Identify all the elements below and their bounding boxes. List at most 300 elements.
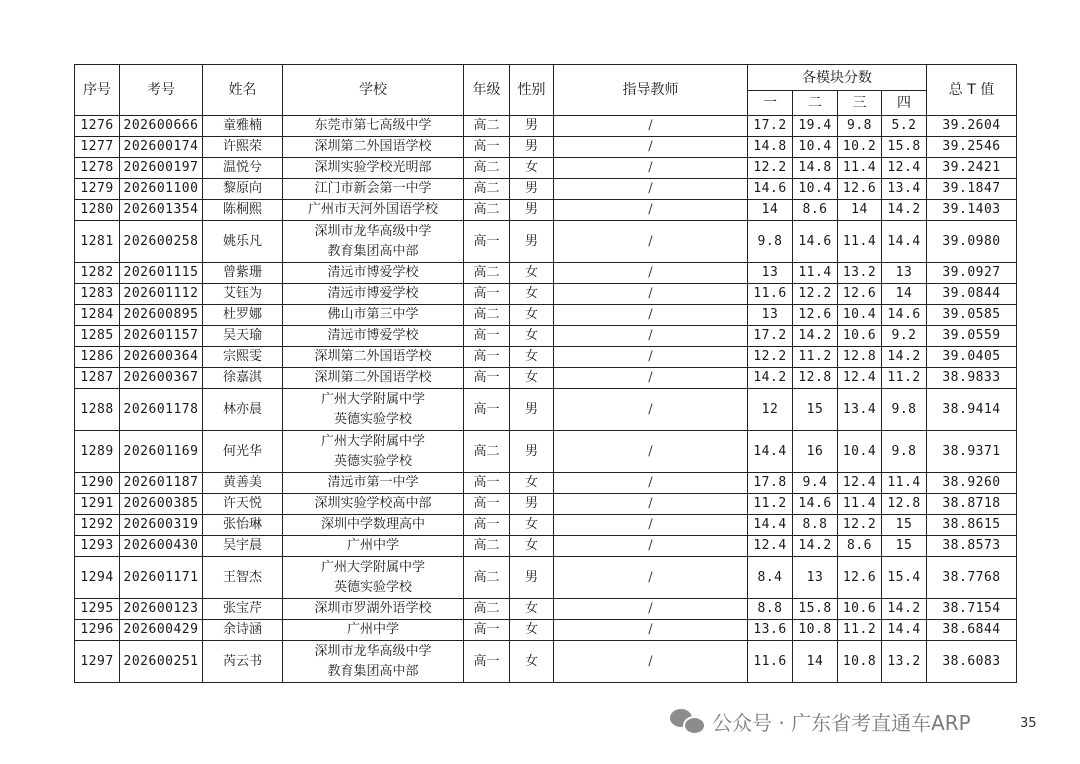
cell-total: 38.9260: [927, 473, 1017, 494]
cell-teacher: /: [554, 473, 748, 494]
cell-teacher: /: [554, 557, 748, 599]
cell-exam-no: 202601178: [120, 389, 203, 431]
school-line: 深圳第二外国语学校: [314, 349, 432, 364]
cell-total: 38.9371: [927, 431, 1017, 473]
cell-gender: 男: [510, 494, 554, 515]
cell-school: [283, 284, 464, 305]
cell-module-4: 11.4: [882, 473, 927, 494]
cell-teacher: /: [554, 326, 748, 347]
cell-teacher: /: [554, 137, 748, 158]
school-line: 广州大学附属中学: [320, 433, 425, 449]
cell-module-2: 12.6: [793, 305, 838, 326]
cell-school: [283, 368, 464, 389]
cell-module-4: 13.4: [882, 179, 927, 200]
cell-exam-no: 202600430: [120, 536, 203, 557]
cell-school: [283, 179, 464, 200]
cell-module-2: 16: [793, 431, 838, 473]
cell-exam-no: 202600258: [120, 221, 203, 263]
cell-name: 余诗涵: [203, 620, 283, 641]
cell-total: 38.6844: [927, 620, 1017, 641]
header-row: [75, 65, 1017, 91]
cell-module-2: 14: [793, 641, 838, 683]
cell-module-1: 14.6: [748, 179, 793, 200]
school-line: 教育集团高中部: [327, 243, 419, 259]
cell-name: 杜罗娜: [203, 305, 283, 326]
cell-school: [283, 599, 464, 620]
cell-exam-no: 202600123: [120, 599, 203, 620]
cell-exam-no: 202601354: [120, 200, 203, 221]
cell-module-1: 14.4: [748, 431, 793, 473]
cell-exam-no: 202600895: [120, 305, 203, 326]
watermark: [670, 706, 971, 736]
cell-exam-no: 202600367: [120, 368, 203, 389]
school-line: 深圳市龙华高级中学: [314, 643, 432, 659]
table-row: [75, 494, 1017, 515]
cell-module-1: 8.4: [748, 557, 793, 599]
cell-seq: 1288: [75, 389, 120, 431]
header-teacher: 指导教师: [554, 65, 748, 116]
cell-school: [283, 494, 464, 515]
cell-grade: 高二: [464, 431, 510, 473]
header-gender: 性别: [510, 65, 554, 116]
cell-gender: 女: [510, 515, 554, 536]
school-line: 英德实验学校: [333, 453, 412, 469]
cell-seq: 1292: [75, 515, 120, 536]
table-body: [75, 116, 1017, 683]
cell-module-3: 12.8: [838, 347, 882, 368]
cell-module-4: 14.6: [882, 305, 927, 326]
cell-total: 38.6083: [927, 641, 1017, 683]
cell-module-1: 11.2: [748, 494, 793, 515]
cell-module-3: 10.8: [838, 641, 882, 683]
table-row: [75, 557, 1017, 599]
cell-teacher: /: [554, 641, 748, 683]
cell-seq: 1291: [75, 494, 120, 515]
cell-gender: 女: [510, 620, 554, 641]
cell-module-3: 10.2: [838, 137, 882, 158]
cell-module-3: 12.4: [838, 368, 882, 389]
school-line: 广州中学: [346, 622, 399, 637]
cell-module-4: 15.4: [882, 557, 927, 599]
cell-module-3: 8.6: [838, 536, 882, 557]
cell-gender: 男: [510, 179, 554, 200]
cell-teacher: /: [554, 263, 748, 284]
cell-module-1: 8.8: [748, 599, 793, 620]
cell-module-2: 12.2: [793, 284, 838, 305]
cell-module-1: 12.2: [748, 347, 793, 368]
cell-gender: 女: [510, 326, 554, 347]
cell-name: 王智杰: [203, 557, 283, 599]
cell-seq: 1294: [75, 557, 120, 599]
cell-teacher: /: [554, 347, 748, 368]
cell-exam-no: 202600197: [120, 158, 203, 179]
cell-module-4: 9.8: [882, 389, 927, 431]
cell-module-1: 17.2: [748, 116, 793, 137]
cell-module-4: 15: [882, 536, 927, 557]
cell-school: [283, 473, 464, 494]
school-line: 清远市博爱学校: [327, 265, 419, 280]
cell-grade: 高二: [464, 116, 510, 137]
cell-seq: 1276: [75, 116, 120, 137]
cell-grade: 高二: [464, 536, 510, 557]
cell-gender: 女: [510, 641, 554, 683]
header-module-3: 三: [838, 91, 882, 116]
cell-exam-no: 202601169: [120, 431, 203, 473]
cell-name: 林亦晨: [203, 389, 283, 431]
cell-school: [283, 557, 464, 599]
cell-grade: 高二: [464, 263, 510, 284]
cell-total: 39.1847: [927, 179, 1017, 200]
cell-teacher: /: [554, 494, 748, 515]
cell-exam-no: 202600385: [120, 494, 203, 515]
school-line: 清远市博爱学校: [327, 286, 419, 301]
school-line: 清远市第一中学: [327, 475, 419, 490]
cell-module-1: 14.4: [748, 515, 793, 536]
cell-grade: 高一: [464, 221, 510, 263]
cell-total: 39.2604: [927, 116, 1017, 137]
table-row: [75, 536, 1017, 557]
table-row: [75, 641, 1017, 683]
cell-gender: 男: [510, 431, 554, 473]
cell-module-2: 14.2: [793, 326, 838, 347]
table-row: [75, 515, 1017, 536]
cell-grade: 高二: [464, 200, 510, 221]
watermark-text: 公众号 · 广东省考直通车ARP: [712, 710, 971, 735]
cell-seq: 1279: [75, 179, 120, 200]
cell-school: [283, 263, 464, 284]
cell-teacher: /: [554, 599, 748, 620]
cell-grade: 高一: [464, 326, 510, 347]
cell-school: [283, 620, 464, 641]
cell-total: 38.8718: [927, 494, 1017, 515]
table-row: [75, 368, 1017, 389]
cell-name: 宗熙雯: [203, 347, 283, 368]
cell-seq: 1289: [75, 431, 120, 473]
school-line: 英德实验学校: [333, 411, 412, 427]
cell-module-1: 12: [748, 389, 793, 431]
cell-gender: 女: [510, 347, 554, 368]
cell-school: [283, 158, 464, 179]
school-line: 教育集团高中部: [327, 663, 419, 679]
cell-gender: 女: [510, 263, 554, 284]
cell-grade: 高一: [464, 641, 510, 683]
cell-school: [283, 536, 464, 557]
cell-exam-no: 202600319: [120, 515, 203, 536]
cell-total: 38.7768: [927, 557, 1017, 599]
cell-module-4: 15: [882, 515, 927, 536]
cell-school: [283, 305, 464, 326]
header-name: 姓名: [203, 65, 283, 116]
cell-school: [283, 326, 464, 347]
cell-module-4: 12.4: [882, 158, 927, 179]
cell-grade: 高一: [464, 515, 510, 536]
cell-total: 39.0844: [927, 284, 1017, 305]
school-line: 广州市天河外国语学校: [307, 202, 438, 217]
school-line: 广州中学: [346, 538, 399, 553]
header-module-1: 一: [748, 91, 793, 116]
cell-teacher: /: [554, 536, 748, 557]
cell-module-4: 12.8: [882, 494, 927, 515]
cell-seq: 1285: [75, 326, 120, 347]
cell-grade: 高一: [464, 347, 510, 368]
cell-module-2: 14.6: [793, 221, 838, 263]
cell-seq: 1295: [75, 599, 120, 620]
cell-grade: 高二: [464, 599, 510, 620]
cell-module-4: 14: [882, 284, 927, 305]
cell-exam-no: 202601187: [120, 473, 203, 494]
cell-grade: 高一: [464, 137, 510, 158]
cell-module-3: 10.6: [838, 326, 882, 347]
table-row: [75, 179, 1017, 200]
cell-seq: 1281: [75, 221, 120, 263]
cell-exam-no: 202600251: [120, 641, 203, 683]
table-row: [75, 347, 1017, 368]
score-table: [74, 64, 1017, 683]
cell-module-1: 14.2: [748, 368, 793, 389]
table-row: [75, 200, 1017, 221]
cell-module-4: 5.2: [882, 116, 927, 137]
cell-exam-no: 202600174: [120, 137, 203, 158]
header-seq: 序号: [75, 65, 120, 116]
cell-module-1: 12.4: [748, 536, 793, 557]
table-row: [75, 389, 1017, 431]
cell-module-4: 14.2: [882, 200, 927, 221]
cell-seq: 1278: [75, 158, 120, 179]
cell-module-2: 14.8: [793, 158, 838, 179]
table-row: [75, 305, 1017, 326]
cell-seq: 1290: [75, 473, 120, 494]
cell-grade: 高二: [464, 305, 510, 326]
cell-teacher: /: [554, 158, 748, 179]
cell-module-4: 13: [882, 263, 927, 284]
cell-module-1: 13: [748, 263, 793, 284]
cell-school: [283, 641, 464, 683]
school-line: 深圳第二外国语学校: [314, 139, 432, 154]
table-row: [75, 431, 1017, 473]
school-line: 东莞市第七高级中学: [314, 118, 432, 133]
cell-name: 徐嘉淇: [203, 368, 283, 389]
table-row: [75, 473, 1017, 494]
cell-grade: 高二: [464, 158, 510, 179]
cell-module-1: 11.6: [748, 641, 793, 683]
cell-teacher: /: [554, 200, 748, 221]
cell-teacher: /: [554, 431, 748, 473]
cell-module-1: 14.8: [748, 137, 793, 158]
cell-module-1: 17.2: [748, 326, 793, 347]
school-line: 深圳市龙华高级中学: [314, 223, 432, 239]
cell-seq: 1297: [75, 641, 120, 683]
header-modules: 各模块分数: [748, 65, 927, 91]
cell-teacher: /: [554, 221, 748, 263]
header-module-4: 四: [882, 91, 927, 116]
cell-module-3: 12.6: [838, 284, 882, 305]
cell-seq: 1277: [75, 137, 120, 158]
cell-total: 39.2421: [927, 158, 1017, 179]
table-row: [75, 263, 1017, 284]
cell-total: 39.1403: [927, 200, 1017, 221]
score-sheet: [74, 64, 1016, 683]
cell-exam-no: 202601115: [120, 263, 203, 284]
cell-grade: 高一: [464, 368, 510, 389]
cell-teacher: /: [554, 116, 748, 137]
cell-module-1: 13.6: [748, 620, 793, 641]
cell-teacher: /: [554, 179, 748, 200]
cell-module-2: 10.4: [793, 179, 838, 200]
cell-module-4: 14.2: [882, 599, 927, 620]
cell-module-2: 10.4: [793, 137, 838, 158]
header-total: 总 T 值: [927, 65, 1017, 116]
cell-school: [283, 431, 464, 473]
cell-module-2: 9.4: [793, 473, 838, 494]
table-row: [75, 158, 1017, 179]
cell-module-1: 9.8: [748, 221, 793, 263]
cell-module-2: 13: [793, 557, 838, 599]
school-line: 清远市博爱学校: [327, 328, 419, 343]
cell-exam-no: 202600364: [120, 347, 203, 368]
cell-gender: 男: [510, 116, 554, 137]
cell-module-4: 14.4: [882, 221, 927, 263]
cell-module-4: 15.8: [882, 137, 927, 158]
cell-module-2: 15: [793, 389, 838, 431]
school-line: 英德实验学校: [333, 579, 412, 595]
cell-module-4: 9.2: [882, 326, 927, 347]
cell-module-3: 11.4: [838, 494, 882, 515]
cell-total: 38.9833: [927, 368, 1017, 389]
cell-grade: 高二: [464, 179, 510, 200]
cell-exam-no: 202600666: [120, 116, 203, 137]
school-line: 广州大学附属中学: [320, 559, 425, 575]
school-line: 深圳实验学校高中部: [314, 496, 432, 511]
cell-grade: 高一: [464, 284, 510, 305]
table-row: [75, 116, 1017, 137]
cell-module-3: 10.4: [838, 305, 882, 326]
cell-module-2: 15.8: [793, 599, 838, 620]
cell-school: [283, 221, 464, 263]
cell-module-3: 12.2: [838, 515, 882, 536]
cell-exam-no: 202600429: [120, 620, 203, 641]
cell-total: 38.9414: [927, 389, 1017, 431]
cell-exam-no: 202601112: [120, 284, 203, 305]
cell-name: 张宝芹: [203, 599, 283, 620]
cell-gender: 女: [510, 158, 554, 179]
cell-grade: 高一: [464, 473, 510, 494]
cell-module-4: 11.2: [882, 368, 927, 389]
cell-total: 39.2546: [927, 137, 1017, 158]
cell-school: [283, 137, 464, 158]
cell-module-2: 14.2: [793, 536, 838, 557]
cell-school: [283, 200, 464, 221]
cell-gender: 女: [510, 599, 554, 620]
table-row: [75, 137, 1017, 158]
cell-grade: 高二: [464, 557, 510, 599]
cell-module-3: 12.4: [838, 473, 882, 494]
cell-school: [283, 515, 464, 536]
table-row: [75, 620, 1017, 641]
cell-exam-no: 202601157: [120, 326, 203, 347]
school-line: 深圳中学数理高中: [320, 517, 425, 532]
cell-name: 何光华: [203, 431, 283, 473]
cell-teacher: /: [554, 389, 748, 431]
cell-total: 39.0559: [927, 326, 1017, 347]
cell-gender: 男: [510, 200, 554, 221]
page-number: 35: [1020, 716, 1037, 731]
cell-gender: 女: [510, 368, 554, 389]
table-row: [75, 284, 1017, 305]
cell-name: 吴宇晨: [203, 536, 283, 557]
cell-exam-no: 202601100: [120, 179, 203, 200]
cell-module-4: 9.8: [882, 431, 927, 473]
cell-module-2: 11.4: [793, 263, 838, 284]
cell-module-3: 10.6: [838, 599, 882, 620]
cell-gender: 男: [510, 221, 554, 263]
cell-seq: 1293: [75, 536, 120, 557]
cell-module-3: 12.6: [838, 179, 882, 200]
cell-name: 张怡琳: [203, 515, 283, 536]
cell-module-3: 14: [838, 200, 882, 221]
cell-total: 38.8615: [927, 515, 1017, 536]
cell-gender: 男: [510, 137, 554, 158]
cell-total: 39.0405: [927, 347, 1017, 368]
cell-name: 曾紫珊: [203, 263, 283, 284]
cell-seq: 1287: [75, 368, 120, 389]
cell-module-2: 8.6: [793, 200, 838, 221]
school-line: 深圳市罗湖外语学校: [314, 601, 432, 616]
cell-school: [283, 389, 464, 431]
cell-name: 黄善美: [203, 473, 283, 494]
cell-module-3: 11.4: [838, 158, 882, 179]
cell-module-3: 11.4: [838, 221, 882, 263]
cell-total: 38.8573: [927, 536, 1017, 557]
cell-teacher: /: [554, 305, 748, 326]
cell-gender: 女: [510, 305, 554, 326]
cell-module-1: 11.6: [748, 284, 793, 305]
cell-teacher: /: [554, 284, 748, 305]
school-line: 广州大学附属中学: [320, 391, 425, 407]
cell-module-3: 12.6: [838, 557, 882, 599]
header-module-2: 二: [793, 91, 838, 116]
cell-total: 39.0927: [927, 263, 1017, 284]
cell-name: 温悦兮: [203, 158, 283, 179]
cell-name: 艾钰为: [203, 284, 283, 305]
cell-module-2: 14.6: [793, 494, 838, 515]
school-line: 深圳第二外国语学校: [314, 370, 432, 385]
cell-module-1: 17.8: [748, 473, 793, 494]
cell-name: 吴天瑜: [203, 326, 283, 347]
cell-name: 黎原向: [203, 179, 283, 200]
cell-module-2: 10.8: [793, 620, 838, 641]
cell-module-2: 12.8: [793, 368, 838, 389]
cell-total: 39.0980: [927, 221, 1017, 263]
table-row: [75, 599, 1017, 620]
cell-module-4: 14.4: [882, 620, 927, 641]
cell-seq: 1296: [75, 620, 120, 641]
cell-module-2: 19.4: [793, 116, 838, 137]
header-grade: 年级: [464, 65, 510, 116]
cell-module-3: 10.4: [838, 431, 882, 473]
table-row: [75, 221, 1017, 263]
school-line: 深圳实验学校光明部: [314, 160, 432, 175]
cell-teacher: /: [554, 620, 748, 641]
cell-seq: 1286: [75, 347, 120, 368]
cell-name: 许天悦: [203, 494, 283, 515]
cell-exam-no: 202601171: [120, 557, 203, 599]
cell-module-4: 14.2: [882, 347, 927, 368]
cell-teacher: /: [554, 515, 748, 536]
cell-module-3: 9.8: [838, 116, 882, 137]
cell-module-1: 12.2: [748, 158, 793, 179]
table-row: [75, 326, 1017, 347]
cell-gender: 男: [510, 557, 554, 599]
